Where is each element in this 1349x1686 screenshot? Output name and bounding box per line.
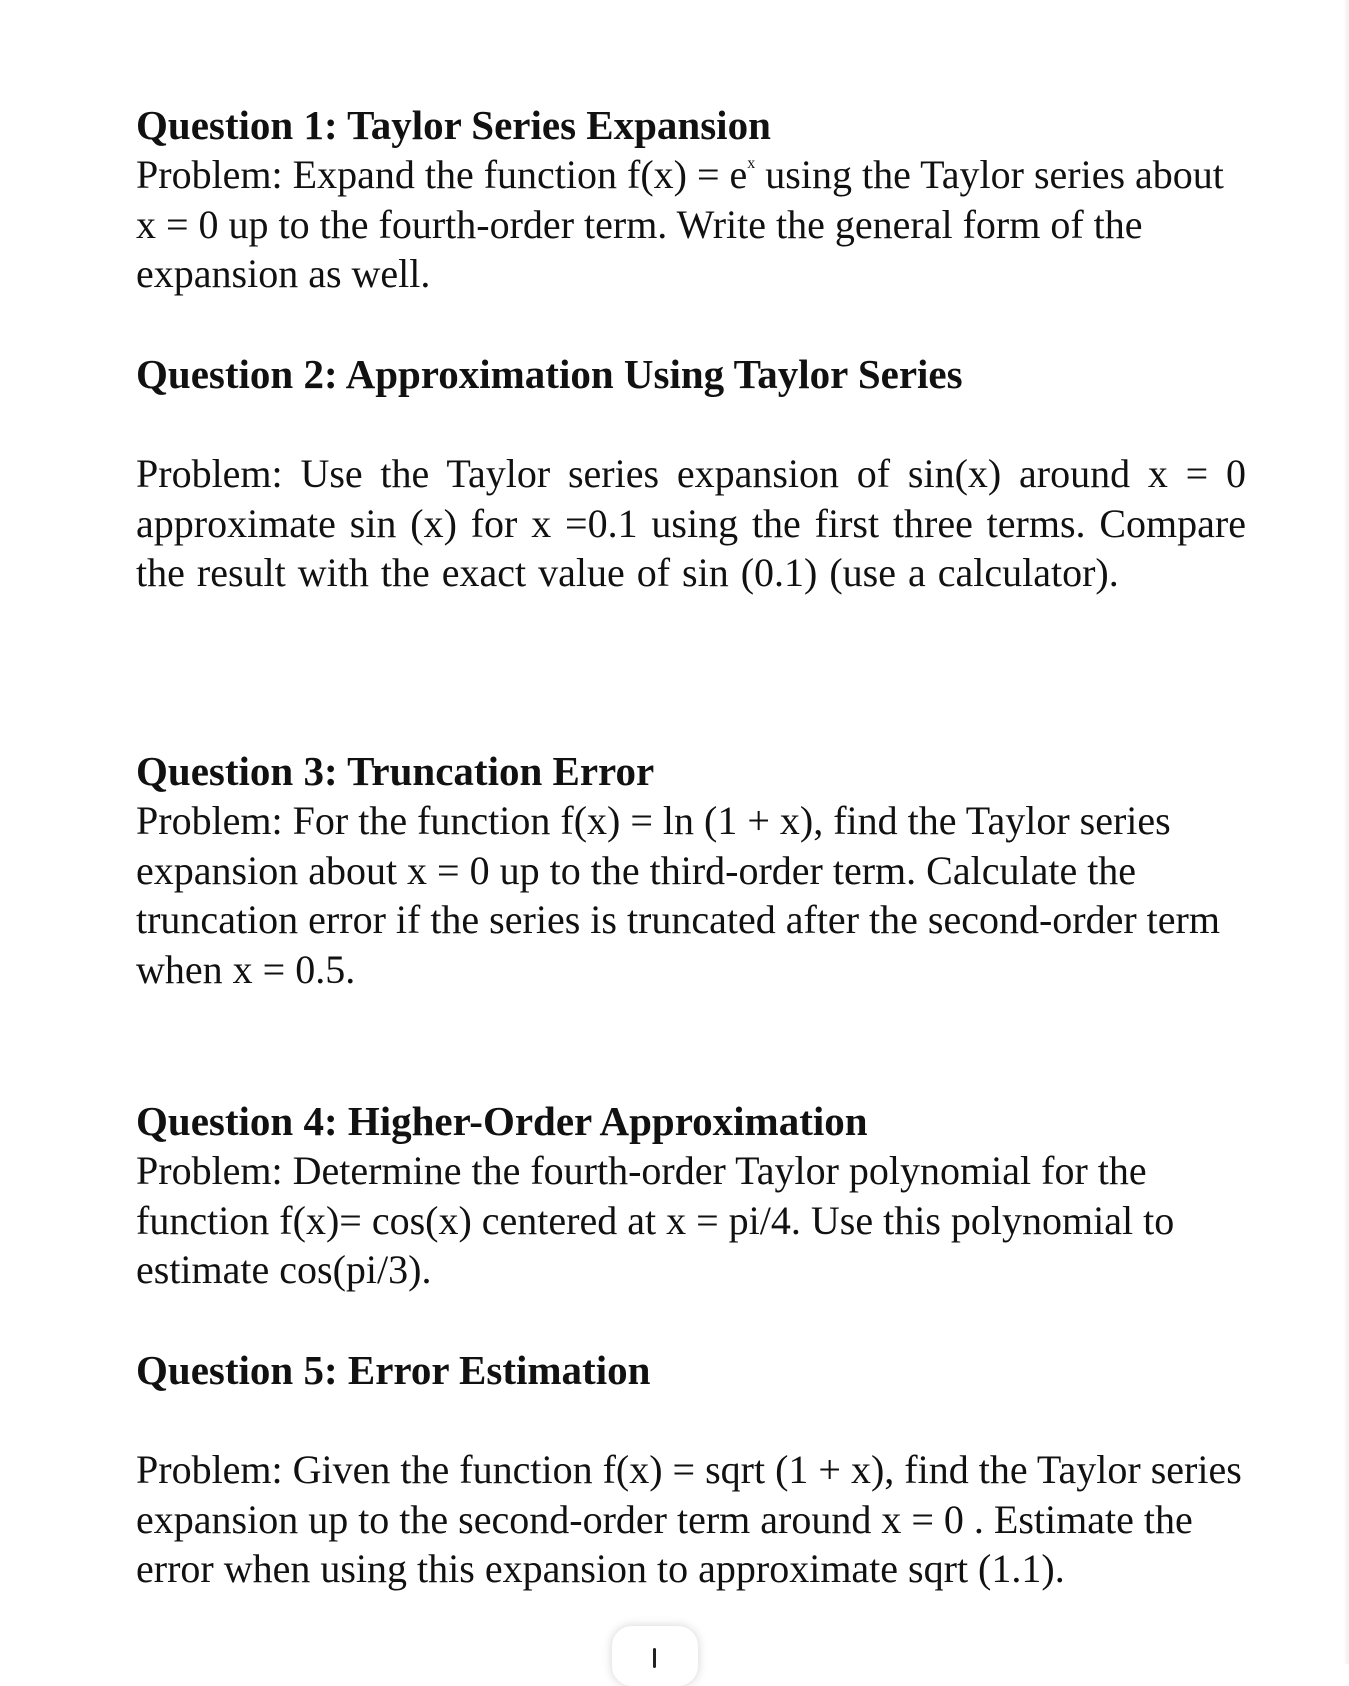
scroll-handle[interactable]: [612, 1626, 698, 1686]
question-1-problem-end: using the Taylor series about x = 0 up to the fourth-order term. Write the general form of the expansion as well.: [136, 152, 1224, 296]
drag-handle-icon: [653, 1648, 656, 1668]
question-1: [136, 101, 1246, 299]
page-edge-shadow: [1343, 0, 1349, 1664]
question-4: [136, 1097, 1246, 1295]
question-2-problem: Problem: Use the Taylor series expansion of sin(x) around x = 0 approximate sin (x) for x =0.1 using the first three terms. Compare the result with the exact value of sin (0.1) (use a calculator).: [136, 451, 1246, 595]
exponent-x: x: [747, 155, 756, 172]
question-3-problem: Problem: For the function f(x) = ln (1 + x), find the Taylor series expansion about x = 0 up to the third-order term. Calculate the truncation error if the series is truncated after the second-order term when x = 0.5.: [136, 798, 1220, 992]
question-4-problem: Problem: Determine the fourth-order Taylor polynomial for the function f(x)= cos(x) centered at x = pi/4. Use this polynomial to estimate cos(pi/3).: [136, 1148, 1175, 1292]
question-2-heading-block: [136, 350, 1246, 399]
question-1-title: Question 1: Taylor Series Expansion: [136, 102, 771, 148]
question-5-title: Question 5: Error Estimation: [136, 1347, 651, 1393]
question-3: [136, 747, 1246, 994]
question-2-title: Question 2: Approximation Using Taylor Series: [136, 351, 963, 397]
question-5-body: [136, 1445, 1246, 1594]
question-1-problem-start: Problem: Expand the function f(x) = e: [136, 152, 748, 197]
question-2-body: [136, 449, 1246, 598]
question-3-title: Question 3: Truncation Error: [136, 748, 655, 794]
question-5-heading-block: [136, 1346, 1246, 1395]
question-5-problem: Problem: Given the function f(x) = sqrt (1 + x), find the Taylor series expansion up to the second-order term around x = 0 . Estimate the error when using this expansion to approximate sqrt (1.1).: [136, 1447, 1242, 1591]
question-4-title: Question 4: Higher-Order Approximation: [136, 1098, 868, 1144]
question-1-problem: [136, 150, 1246, 299]
